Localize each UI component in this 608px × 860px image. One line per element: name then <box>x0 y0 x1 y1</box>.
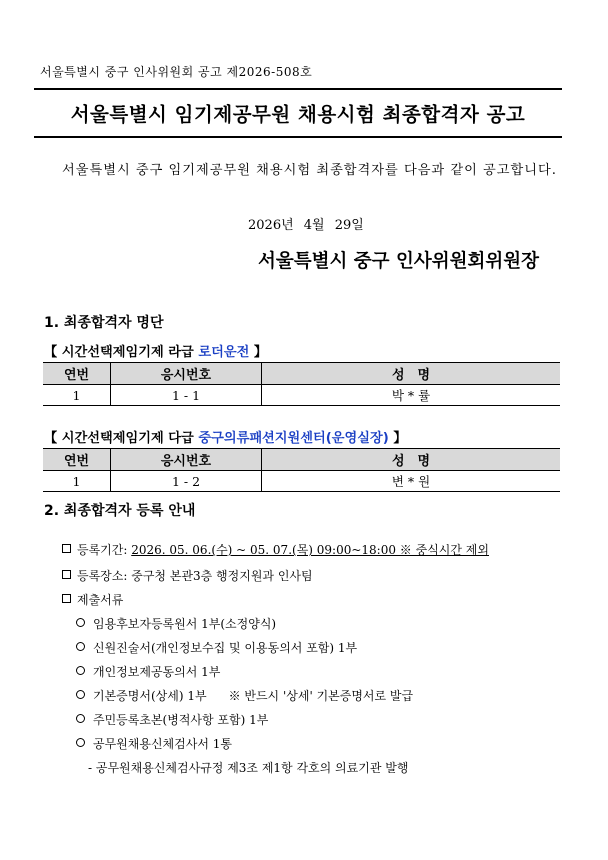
period-label: 등록기간: <box>77 543 132 557</box>
position-name: 로더운전 <box>198 345 250 360</box>
checkbox-bullet-icon <box>62 594 71 603</box>
position-label-1 <box>44 341 267 360</box>
section2-heading: 2. 최종합격자 등록 안내 <box>44 503 196 519</box>
position-name: 중구의류패션지원센터(운영실장) <box>198 431 389 446</box>
health-check-note: - 공무원채용신체검사규정 제3조 제1항 각호의 의료기관 발행 <box>88 761 409 775</box>
registration-place <box>62 567 313 584</box>
table-row <box>43 471 560 492</box>
section1-heading: 1. 최종합격자 명단 <box>44 315 164 331</box>
result-table-2 <box>43 448 560 492</box>
cell-exam-number: 1 - 2 <box>111 471 262 492</box>
document-note: ※ 반드시 '상세' 기본증명서로 발급 <box>228 689 414 703</box>
col-header-no: 연번 <box>43 363 111 385</box>
position-suffix: 】 <box>388 431 407 446</box>
documents-label: 제출서류 <box>77 593 124 607</box>
table-row <box>43 385 560 406</box>
announcement-date: 2026년 4월 29일 <box>248 218 364 233</box>
checkbox-bullet-icon <box>62 544 71 553</box>
table-header-row <box>43 449 560 471</box>
cell-no: 1 <box>43 385 111 406</box>
cell-no: 1 <box>43 471 111 492</box>
circle-bullet-icon <box>76 714 85 723</box>
list-item <box>76 615 276 632</box>
circle-bullet-icon <box>76 738 85 747</box>
list-item <box>76 663 220 680</box>
document-name: 임용후보자등록원서 1부(소정양식) <box>93 617 277 631</box>
registration-period <box>62 541 489 558</box>
document-name: 기본증명서(상세) 1부 <box>93 689 207 703</box>
period-value: 2026. 05. 06.(수) ~ 05. 07.(목) 09:00~18:00 ※ 중식시간 제외 <box>131 543 489 557</box>
circle-bullet-icon <box>76 642 85 651</box>
document-name: 개인정보제공동의서 1부 <box>93 665 221 679</box>
col-header-name: 성 명 <box>262 449 561 471</box>
col-header-name: 성 명 <box>262 363 561 385</box>
col-header-exam-number: 응시번호 <box>111 449 262 471</box>
signatory: 서울특별시 중구 인사위원회위원장 <box>258 251 539 272</box>
table-header-row <box>43 363 560 385</box>
circle-bullet-icon <box>76 690 85 699</box>
position-prefix: 【 시간선택제임기제 다급 <box>44 431 199 446</box>
position-label-2 <box>44 427 407 446</box>
cell-name: 변 * 원 <box>262 471 561 492</box>
title-top-rule <box>34 88 562 90</box>
result-table-1 <box>43 362 560 406</box>
place-text: 등록장소: 중구청 본관3층 행정지원과 인사팀 <box>77 569 313 583</box>
intro-paragraph: 서울특별시 중구 임기제공무원 채용시험 최종합격자를 다음과 같이 공고합니다. <box>62 163 557 178</box>
col-header-no: 연번 <box>43 449 111 471</box>
list-item <box>76 687 413 704</box>
title-bottom-rule <box>34 136 562 138</box>
cell-name: 박 * 률 <box>262 385 561 406</box>
document-name: 신원진술서(개인정보수집 및 이용동의서 포함) 1부 <box>93 641 358 655</box>
col-header-exam-number: 응시번호 <box>111 363 262 385</box>
position-suffix: 】 <box>249 345 268 360</box>
page-title: 서울특별시 임기제공무원 채용시험 최종합격자 공고 <box>70 103 526 126</box>
document-name: 공무원채용신체검사서 1통 <box>93 737 232 751</box>
list-item <box>76 711 268 728</box>
list-item <box>76 639 357 656</box>
circle-bullet-icon <box>76 618 85 627</box>
list-item <box>76 735 232 752</box>
position-prefix: 【 시간선택제임기제 라급 <box>44 345 199 360</box>
announcement-number: 서울특별시 중구 인사위원회 공고 제2026-508호 <box>40 65 313 79</box>
checkbox-bullet-icon <box>62 570 71 579</box>
cell-exam-number: 1 - 1 <box>111 385 262 406</box>
document-name: 주민등록초본(병적사항 포함) 1부 <box>93 713 269 727</box>
circle-bullet-icon <box>76 666 85 675</box>
documents-heading <box>62 591 123 608</box>
